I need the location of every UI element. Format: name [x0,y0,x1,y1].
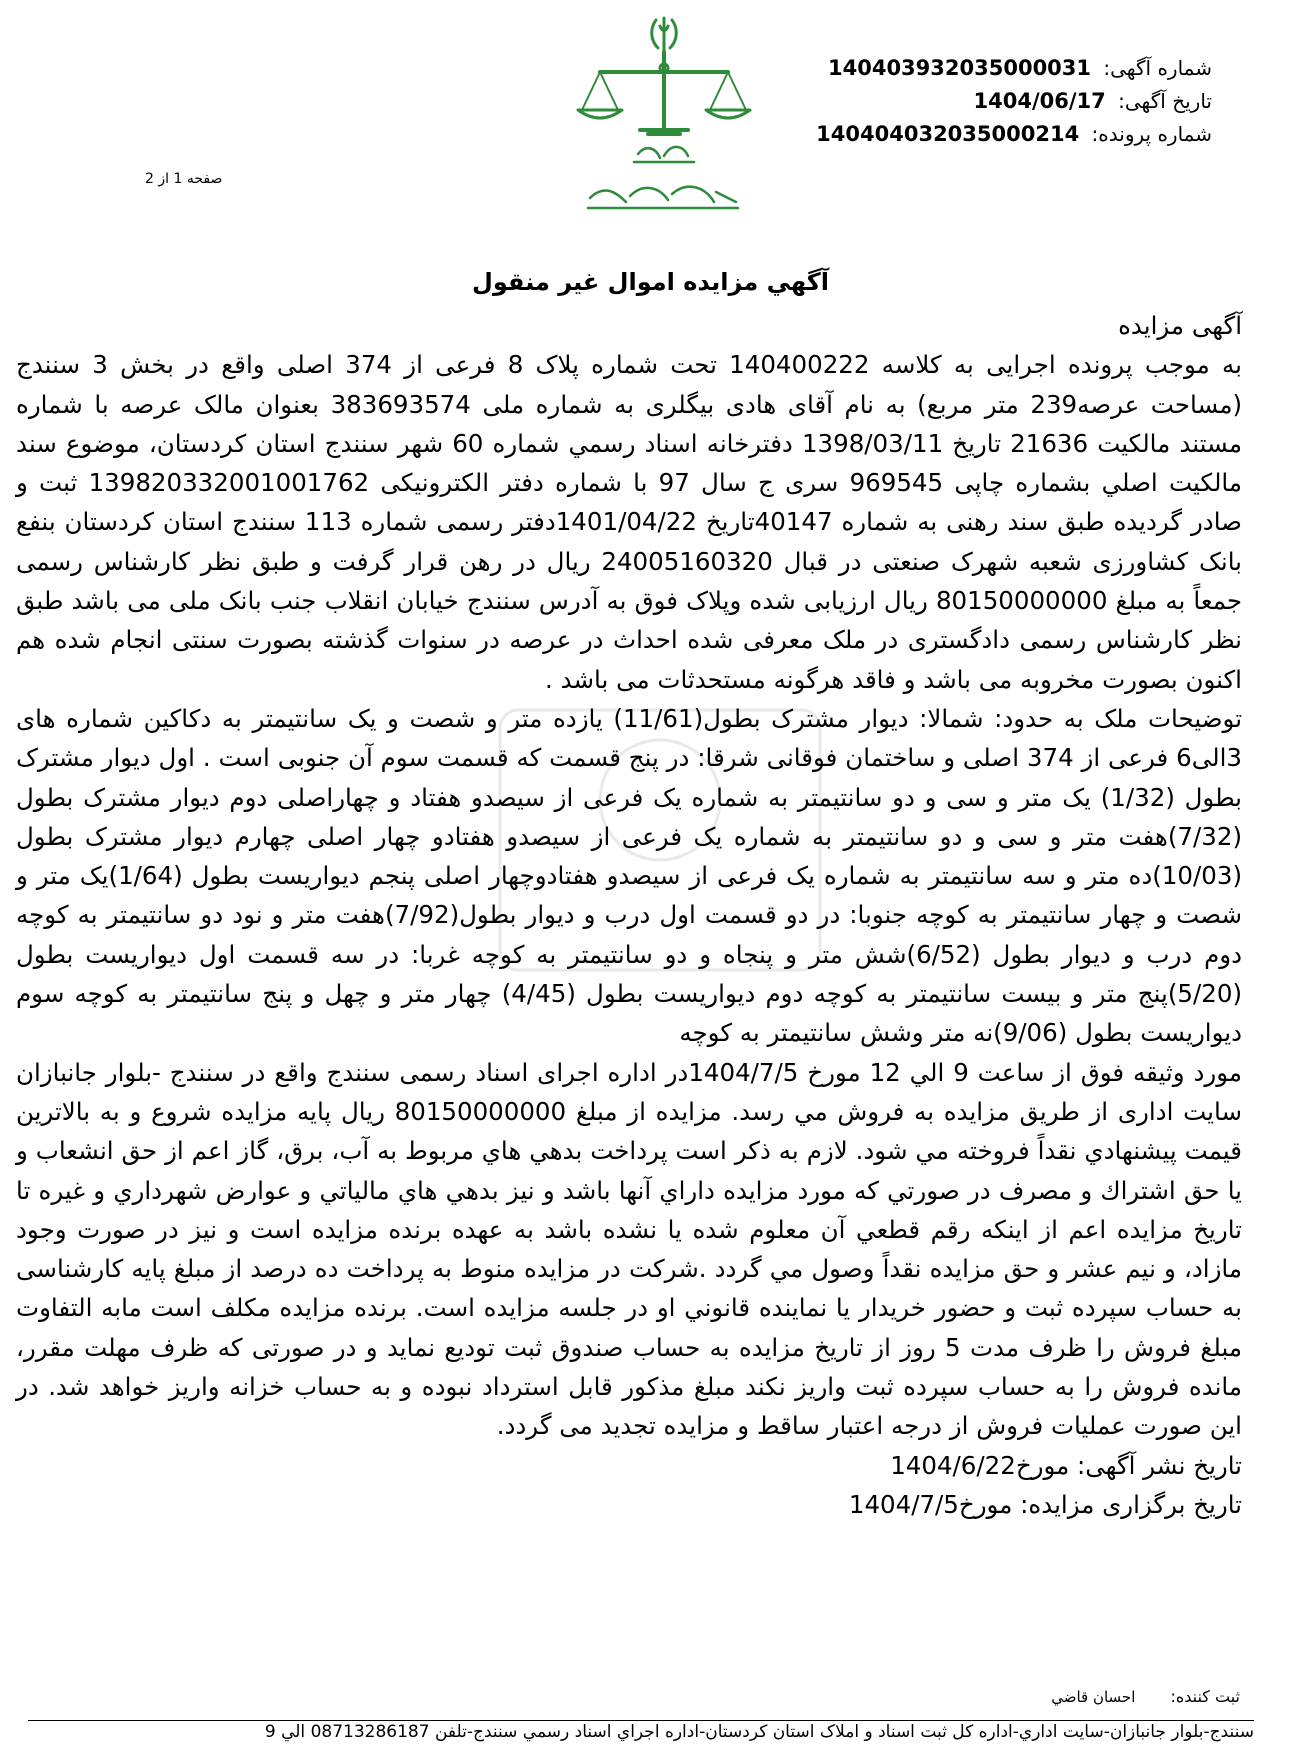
notice-number-label: شماره آگهی: [1103,56,1212,80]
body-paragraph-boundaries: توضیحات ملک به حدود: شمالا: دیوار مشترک بطول(11/61) یازده متر و شصت و یک سانتیمتر به دکاکین شماره های 3الی6 فرعی از 374 اصلی و ساختمان فوقانی شرقا: در پنج قسمت که قسمت سوم آن جنوبی است . اول دیوار مشترک بطول (1/32) یک متر و سی و دو سانتیمتر به شماره یک فرعی از سیصدو هفتاد و چهاراصلی دوم دیوار مشترک بطول (7/32)هفت متر و سی و دو سانتیمتر به شماره یک فرعی از سیصدو هفتادو چهار اصلی چهارم دیوار مشترک بطول (10/03)ده متر و سه سانتیمتر به شماره یک فرعی از سیصدو هفتادوچهار اصلی پنجم دیواریست بطول (1/64)یک متر و شصت و چهار سانتیمتر به کوچه جنوبا: در دو قسمت اول درب و دیوار بطول(7/92)هفت متر و نود دو سانتیمتر به کوچه دوم درب و دیوار بطول (6/52)شش متر و پنجاه و دو سانتیمتر به کوچه غربا: در سه قسمت اول دیواریست بطول (5/20)پنج متر و بیست سانتیمتر به کوچه دوم دیواریست بطول (4/45) چهار متر و چهل و پنج سانتیمتر به کوچه سوم دیواریست بطول (9/06)نه متر وشش سانتیمتر به کوچه [16,703,1243,1048]
file-number-label: شماره پرونده: [1091,122,1212,146]
page-indicator: صفحه 1 از 2 [145,171,223,187]
registrar-name: احسان قاضي [1051,1688,1136,1706]
notice-number: 140403932035000031 [828,56,1092,80]
body-heading: آگهی مزایده [1118,311,1242,340]
judiciary-emblem [560,12,770,224]
page-title: آگهي مزايده اموال غير منقول [472,268,829,296]
notice-date: 1404/06/17 [973,89,1106,113]
notice-date-row [742,85,1212,118]
registrar [800,1687,1240,1706]
notice-date-label: تاریخ آگهی: [1118,89,1212,113]
footer-address: سنندج-بلوار جانبازان-سایت اداري-اداره کل ثبت اسناد و املاک استان کردستان-اداره اجراي اسناد رسمي سنندج-تلفن 08713286187 الي 9 [264,1722,1254,1742]
notice-header [742,52,1212,151]
notice-number-row [742,52,1212,85]
publication-date: تاریخ نشر آگهی: مورخ1404/6/22 [890,1450,1242,1480]
file-number: 140404032035000214 [816,122,1080,146]
footer-divider [28,1720,1254,1721]
registrar-label: ثبت کننده: [1170,1687,1240,1706]
auction-date: تاریخ برگزاری مزایده: مورخ1404/7/5 [848,1489,1242,1519]
file-number-row [742,118,1212,151]
scales-of-justice-icon [560,12,770,224]
notice-body [16,306,1242,1524]
body-paragraph-case: به موجب پرونده اجرایی به کلاسه 140400222 تحت شماره پلاک 8 فرعی از 374 اصلی واقع در بخش 3 سنندج (مساحت عرصه239 متر مربع) به نام آقای هادی بیگلری به شماره ملی 383693574 بعنوان مالک عرصه با شماره مستند مالکیت 21636 تاریخ 1398/03/11 دفترخانه اسناد رسمي شماره 60 شهر سنندج استان کردستان، موضوع سند مالکیت اصلي بشماره چاپی 969545 سری ج سال 97 با شماره دفتر الکترونیکی 139820332001001762 ثبت و صادر گردیده طبق سند رهنی به شماره 40147تاریخ 1401/04/22دفتر رسمی شماره 113 سنندج استان کردستان بنفع بانک کشاورزی شعبه شهرک صنعتی در قبال 24005160320 ریال در رهن قرار گرفت و طبق نظر کارشناس رسمی جمعاً به مبلغ 80150000000 ریال ارزیابی شده وپلاک فوق به آدرس سنندج خیابان انقلاب جنب بانک ملی می باشد طبق نظر کارشناس رسمی دادگستری در ملک معرفی شده احداث در عرصه در سنوات گذشته بصورت سنتی انجام شده هم اکنون بصورت مخروبه می باشد و فاقد هرگونه مستحدثات می باشد . [16,350,1243,694]
body-paragraph-auction-terms: مورد وثیقه فوق از ساعت 9 الي 12 مورخ 1404/7/5در اداره اجرای اسناد رسمی سنندج واقع در سنندج -بلوار جانبازان سایت اداری از طريق مزايده به فروش مي رسد. مزايده از مبلغ 80150000000 ريال پايه مزايده شروع و به بالاترين قيمت پيشنهادي نقداً فروخته مي شود. لازم به ذکر است پرداخت بدهي هاي مربوط به آب، برق، گاز اعم از حق انشعاب و يا حق اشتراك و مصرف در صورتي که مورد مزايده داراي آنها باشد و نيز بدهي هاي مالياتي و عوارض شهرداري و غيره تا تاريخ مزايده اعم از اينکه رقم قطعي آن معلوم شده يا نشده باشد به عهده برنده مزايده است و نيز در صورت وجود مازاد، و نيم عشر و حق مزايده نقداً وصول مي گردد .شرکت در مزايده منوط به پرداخت ده درصد از مبلغ پایه کارشناسی به حساب سپرده ثبت و حضور خريدار يا نماينده قانوني او در جلسه مزايده است. برنده مزايده مکلف است مابه التفاوت مبلغ فروش را ظرف مدت 5 روز از تاريخ مزايده به حساب صندوق ثبت توديع نمايد و در صورتی که ظرف مهلت مقرر، مانده فروش را به حساب سپرده ثبت واريز نکند مبلغ مذکور قابل استرداد نبوده و به حساب خزانه واريز خواهد شد. در اين صورت عمليات فروش از درجه اعتبار ساقط و مزايده تجديد می گردد. [16,1057,1242,1441]
